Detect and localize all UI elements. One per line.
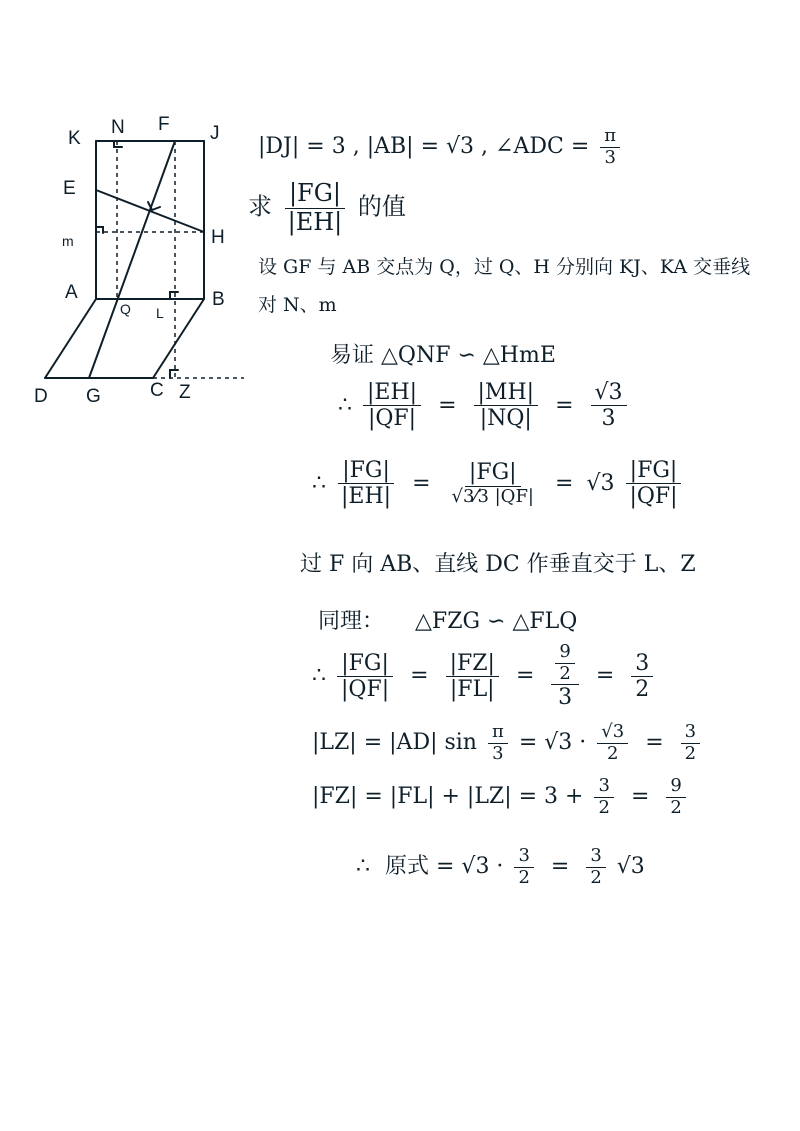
final-result: ∴ 原式 = √3 · $\frac{3}{2}$ = $\frac{3}{2}$ √3 (356, 845, 645, 888)
right-angle-mark-L (170, 292, 178, 299)
step-2-fraction-3: $\frac{√3}{3}$ (591, 380, 627, 432)
step-7-pi-fraction: $\frac{\pi}{3}$ (488, 722, 508, 764)
step-6-fraction-3: $\frac{\frac{9}{2}}{3}$ (551, 642, 578, 711)
label-F: F (158, 114, 170, 135)
step-3-fraction-3: $\frac{|FG|}{|QF|}$ (625, 458, 681, 510)
given-sep-1: , (352, 134, 360, 160)
step-8-fz: |FZ| = |FL| + |LZ| = 3 + $\frac{3}{2}$ = $\frac{9}{2}$ (312, 776, 690, 818)
label-N: N (111, 117, 125, 138)
label-K: K (68, 128, 81, 149)
label-m: m (62, 233, 74, 249)
step-2-ratio: ∴ $\frac{|EH|}{|QF|}$ = $\frac{|MH|}{|NQ|}$ = $\frac{√3}{3}$ (338, 380, 631, 432)
label-D: D (34, 386, 48, 407)
step-6-fraction-4: $\frac{3}{2}$ (631, 651, 653, 703)
question-line (248, 180, 406, 236)
step-7-lz: |LZ| = |AD| sin $\frac{\pi}{3}$ = √3 · $\frac{√3}{2}$ = $\frac{3}{2}$ (312, 722, 704, 764)
given-dj: |DJ| = 3 (258, 134, 346, 160)
segment-AD (45, 299, 96, 378)
step-8-fraction-1: $\frac{3}{2}$ (594, 776, 613, 818)
step-7-fraction-1: $\frac{√3}{2}$ (597, 722, 628, 764)
label-Q: Q (120, 301, 131, 317)
step-6-fraction-1: $\frac{|FG|}{|QF|}$ (337, 651, 393, 703)
given-ab: |AB| = √3 (366, 134, 475, 160)
segment-GF (89, 141, 175, 378)
label-H: H (211, 227, 225, 248)
step-4-perpendicular: 过 F 向 AB、直线 DC 作垂直交于 L、Z (300, 552, 696, 577)
segment-EH (96, 190, 204, 232)
label-E: E (63, 178, 76, 199)
given-sep-2: , (481, 134, 489, 160)
step-6-fraction-2: $\frac{|FZ|}{|FL|}$ (446, 651, 499, 703)
result-fraction-2: $\frac{3}{2}$ (586, 846, 605, 888)
step-2-fraction-1: $\frac{|EH|}{|QF|}$ (363, 380, 421, 432)
setup-line-1: 设 GF 与 AB 交点为 Q，过 Q、H 分别向 KJ、KA 交垂线 (258, 256, 751, 278)
right-angle-mark-Z (170, 370, 178, 378)
label-G: G (86, 386, 101, 407)
label-J: J (210, 123, 220, 144)
label-A: A (65, 282, 78, 303)
label-Z: Z (179, 382, 191, 403)
question-fraction: $\frac{|FG|}{|EH|}$ (284, 180, 347, 236)
step-3-ratio: ∴ $\frac{|FG|}{|EH|}$ = $\frac{|FG|}{√3⁄3 |QF|}$ = √3 $\frac{|FG|}{|QF|}$ (312, 458, 686, 510)
step-3-fraction-1: $\frac{|FG|}{|EH|}$ (337, 458, 395, 510)
step-5-similar: 同理： △FZG ∽ △FLQ (318, 609, 578, 634)
step-7-fraction-2: $\frac{3}{2}$ (681, 722, 700, 764)
step-6-nested-fraction: $\frac{9}{2}$ (555, 642, 574, 684)
label-B: B (212, 289, 225, 310)
step-1-similar-triangles: 易证 △QNF ∽ △HmE (330, 343, 556, 368)
step-2-fraction-2: $\frac{|MH|}{|NQ|}$ (474, 380, 539, 432)
step-3-fraction-2: $\frac{|FG|}{√3⁄3 |QF|}$ (451, 460, 534, 507)
given-line (258, 126, 624, 168)
step-8-fraction-2: $\frac{9}{2}$ (666, 776, 685, 818)
question-prefix: 求 (248, 192, 272, 221)
step-6-ratio: ∴ $\frac{|FG|}{|QF|}$ = $\frac{|FZ|}{|FL|}$ = $\frac{\frac{9}{2}}{3}$ = $\frac{3}{2}$ (312, 642, 657, 711)
label-C: C (150, 380, 164, 401)
question-suffix: 的值 (357, 192, 406, 221)
result-fraction-1: $\frac{3}{2}$ (514, 846, 533, 888)
setup-line-2: 对 N、m (258, 294, 337, 316)
label-L: L (156, 305, 164, 321)
given-angle-fraction: $\frac{\pi}{3}$ (600, 126, 620, 168)
given-angle: ∠ADC = (495, 134, 590, 160)
